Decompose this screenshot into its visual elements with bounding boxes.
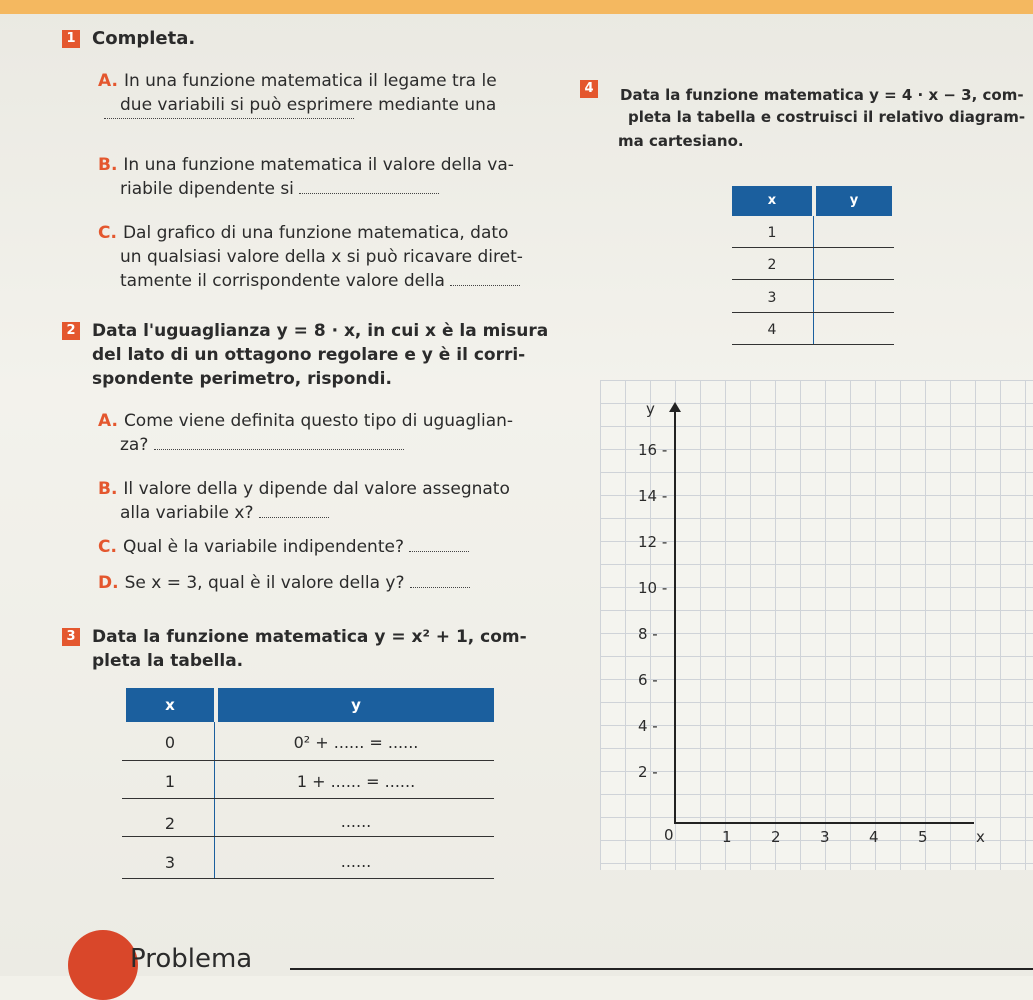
exercise-1b	[98, 154, 514, 176]
exercise-2a-line2: za?	[120, 435, 149, 455]
x-tick-label: 2	[771, 828, 781, 846]
exercise-2b-letter: B.	[98, 479, 118, 499]
exercise-3-line2: pleta la tabella.	[92, 651, 244, 671]
y-tick-label: 2 -	[638, 763, 658, 781]
table4-rule	[732, 344, 894, 345]
exercise-2d	[98, 572, 470, 594]
answer-blank-2a[interactable]	[154, 449, 404, 450]
exercise-2b	[98, 478, 510, 500]
answer-blank-1a[interactable]	[104, 118, 354, 119]
x-tick-label: 3	[820, 828, 830, 846]
table4-row-x: 3	[767, 290, 777, 306]
exercise-4-line3: ma cartesiano.	[618, 132, 744, 150]
y-tick-label: 12 -	[638, 533, 668, 551]
exercise-2c-line1: Qual è la variabile indipendente?	[122, 537, 404, 557]
y-tick-label: 10 -	[638, 579, 668, 597]
table3-header-x: x	[126, 688, 214, 722]
exercise-3-line1: Data la funzione matematica y = x² + 1, com-	[92, 627, 527, 647]
table4-row-x: 1	[767, 225, 777, 241]
table3-row-x: 3	[164, 853, 176, 872]
exercise-1a-line2: due variabili si può esprimere mediante una	[120, 95, 497, 115]
exercise-1b-letter: B.	[98, 155, 118, 175]
table3-row-y[interactable]: ......	[340, 852, 372, 871]
exercise-1b-line2-row	[120, 178, 439, 200]
table3-rule	[122, 760, 494, 761]
exercise-4-line2: pleta la tabella e costruisci il relativo diagram-	[628, 108, 1026, 126]
y-tick-label: 4 -	[638, 717, 658, 735]
exercise-2d-letter: D.	[98, 573, 119, 593]
table3-row-y[interactable]: ......	[340, 812, 372, 831]
answer-blank-2c[interactable]	[409, 551, 469, 552]
table3-row-y[interactable]: 1 + ...... = ......	[296, 772, 416, 791]
exercise-2c	[98, 536, 469, 558]
table4-row-x: 2	[767, 257, 777, 273]
x-tick-label: 1	[722, 828, 732, 846]
exercise-1c-letter: C.	[98, 223, 117, 243]
table4-header-x: x	[732, 186, 812, 216]
answer-blank-2b[interactable]	[259, 517, 329, 518]
exercise-2-line3: spondente perimetro, rispondi.	[92, 369, 392, 389]
x-tick-label: 5	[918, 828, 928, 846]
origin-label: 0	[664, 826, 674, 844]
problema-title: Problema	[130, 944, 253, 974]
exercise-1c	[98, 222, 508, 244]
x-axis-label: x	[976, 828, 985, 846]
y-tick-label: 8 -	[638, 625, 658, 643]
table4-divider	[813, 216, 814, 344]
exercise-1c-line1: Dal grafico di una funzione matematica, dato	[122, 223, 509, 243]
table3-row-x: 0	[164, 733, 176, 752]
exercise-1c-line2: un qualsiasi valore della x si può ricavare diret-	[120, 247, 523, 267]
answer-blank-1c[interactable]	[450, 285, 520, 286]
exercise-2b-line1: Il valore della y dipende dal valore assegnato	[123, 479, 510, 499]
y-axis-arrow-icon	[669, 402, 681, 412]
table3-header-y: y	[218, 688, 494, 722]
y-axis-label: y	[646, 400, 655, 418]
exercise-2d-line1: Se x = 3, qual è il valore della y?	[124, 573, 405, 593]
exercise-2b-line2-row	[120, 502, 329, 524]
exercise-1-number: 1	[62, 30, 80, 48]
table4-rule	[732, 279, 894, 280]
exercise-2b-line2: alla variabile x?	[120, 503, 254, 523]
table3-rule	[122, 798, 494, 799]
exercise-1a-letter: A.	[98, 71, 118, 91]
answer-blank-1b[interactable]	[299, 193, 439, 194]
table4-rule	[732, 247, 894, 248]
exercise-3-number: 3	[62, 628, 80, 646]
table3-row-x: 2	[164, 814, 176, 833]
y-tick-label: 14 -	[638, 487, 668, 505]
exercise-1b-line1: In una funzione matematica il valore della va-	[123, 155, 514, 175]
table4-rule	[732, 312, 894, 313]
exercise-2-number: 2	[62, 322, 80, 340]
exercise-1b-line2: riabile dipendente si	[120, 179, 294, 199]
exercise-4-line1: Data la funzione matematica y = 4 · x − 3, com-	[620, 86, 1024, 104]
exercise-1a	[98, 70, 497, 92]
table3-divider	[214, 722, 215, 878]
table4-row-x: 4	[767, 322, 777, 338]
exercise-1a-line1: In una funzione matematica il legame tra le	[123, 71, 497, 91]
exercise-2a	[98, 410, 513, 432]
answer-blank-2d[interactable]	[410, 587, 470, 588]
x-axis	[674, 822, 974, 824]
table3-rule	[122, 878, 494, 879]
exercise-1c-line3: tamente il corrispondente valore della	[120, 271, 445, 291]
exercise-2a-line1: Come viene definita questo tipo di uguaglian-	[123, 411, 514, 431]
x-tick-label: 4	[869, 828, 879, 846]
top-strip	[0, 0, 1033, 14]
exercise-1-title: Completa.	[92, 28, 196, 49]
problema-rule	[290, 968, 1033, 970]
exercise-2a-line2-row	[120, 434, 404, 456]
exercise-4-number: 4	[580, 80, 598, 98]
exercise-2c-letter: C.	[98, 537, 117, 557]
table3-rule	[122, 836, 494, 837]
exercise-2-line2: del lato di un ottagono regolare e y è il corri-	[92, 345, 526, 365]
table3-row-x: 1	[164, 772, 176, 791]
y-tick-label: 16 -	[638, 441, 668, 459]
exercise-2a-letter: A.	[98, 411, 118, 431]
y-tick-label: 6 -	[638, 671, 658, 689]
table3-row-y[interactable]: 0² + ...... = ......	[293, 733, 419, 752]
table4-header-y: y	[816, 186, 892, 216]
y-axis	[674, 410, 676, 824]
problema-badge	[68, 930, 138, 1000]
exercise-2-line1: Data l'uguaglianza y = 8 · x, in cui x è la misura	[92, 321, 549, 341]
exercise-1c-line3-row	[120, 270, 520, 292]
